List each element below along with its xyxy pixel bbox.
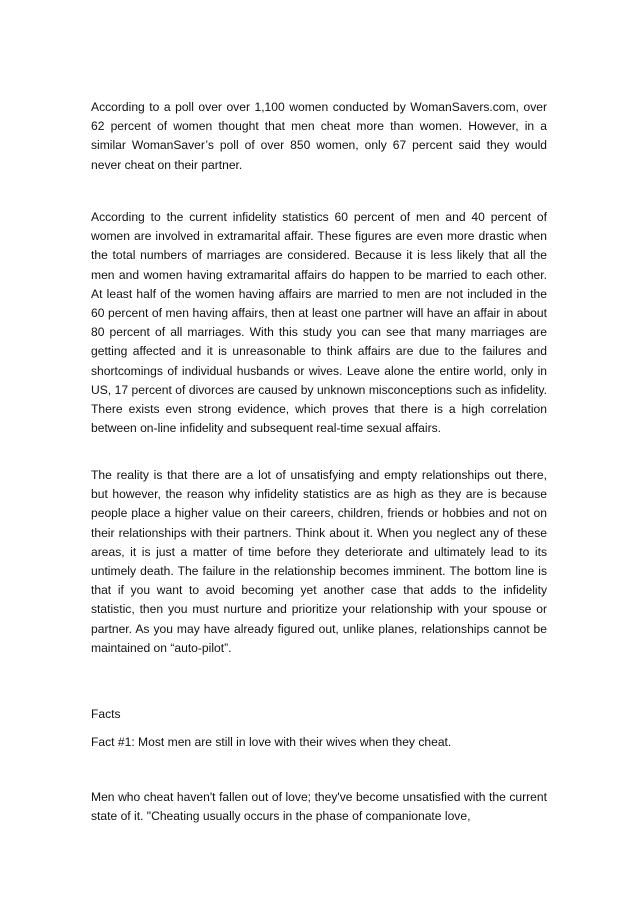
fact-1-statement: Fact #1: Most men are still in love with their wives when they cheat. [91, 735, 452, 749]
paragraph-relationship-reality: The reality is that there are a lot of unsatisfying and empty relationships out there, but however, the reason why infidelity statistics are as high as they are is because people place a higher value on their careers, children, friends or hobbies and not on their relationships with their partners. Think about it. When you neglect any of these areas, it is just a matter of time before they deteriorate and ultimately lead to its untimely death. The failure in the relationship becomes imminent. The bottom line is that if you want to avoid becoming yet another case that adds to the infidelity statistic, then you must nurture and prioritize your relationship with your spouse or partner. As you may have already figured out, unlike planes, relationships cannot be maintained on “auto-pilot”. [91, 468, 547, 655]
paragraph-poll-statistics: According to a poll over over 1,100 women conducted by WomanSavers.com, over 62 percent of women thought that men cheat more than women. However, in a similar WomanSaver’s poll of over 850 women, only 67 percent said they would never cheat on their partner. [91, 100, 547, 172]
paragraph-fact-1-explanation: Men who cheat haven't fallen out of love; they've become unsatisfied with the current state of it. "Cheating usually occurs in the phase of companionate love, [91, 790, 547, 824]
section-heading-facts: Facts [91, 707, 121, 721]
paragraph-infidelity-statistics: According to the current infidelity statistics 60 percent of men and 40 percent of women are involved in extramarital affair. These figures are even more drastic when the total numbers of marriages are considered. Because it is less likely that all the men and women having extramarital affairs do happen to be married to each other. At least half of the women having affairs are married to men are not included in the 60 percent of men having affairs, then at least one partner will have an affair in about 80 percent of all marriages. With this study you can see that many marriages are getting affected and it is unreasonable to think affairs are due to the failures and shortcomings of individual husbands or wives. Leave alone the entire world, only in US, 17 percent of divorces are caused by unknown misconceptions such as infidelity. There exists even strong evidence, which proves that there is a high correlation between on-line infidelity and subsequent real-time sexual affairs. [91, 210, 547, 436]
